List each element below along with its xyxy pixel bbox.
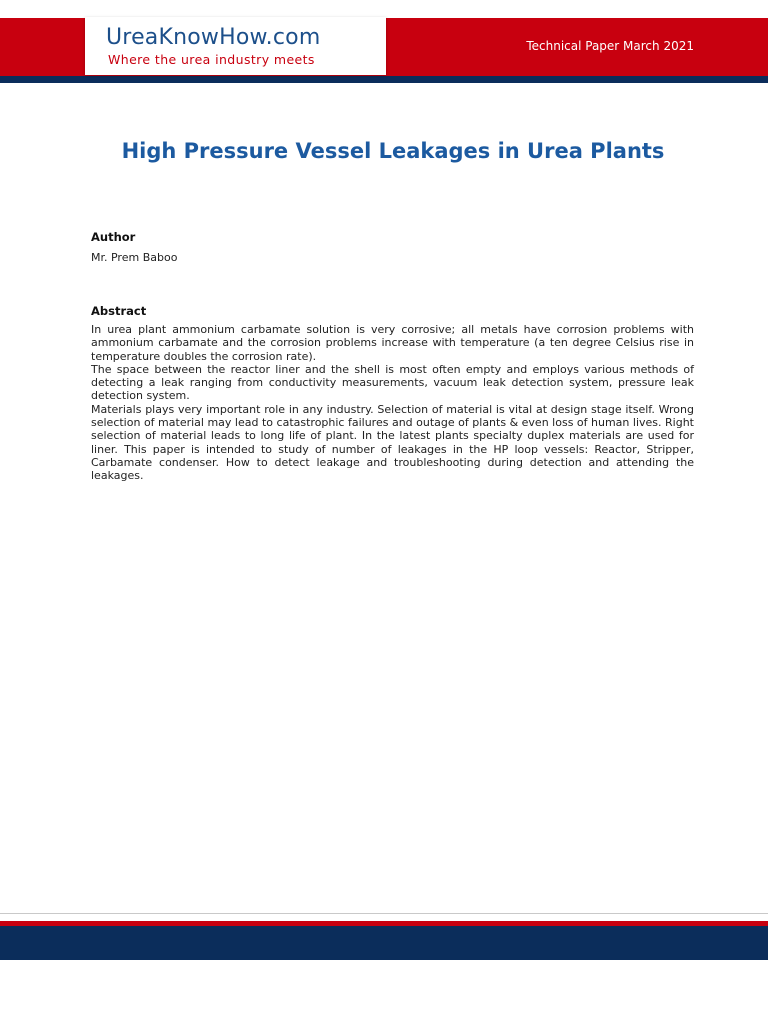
abstract-paragraph: Materials plays very important role in any industry. Selection of material is vital at design stage itself. Wrong selection of material may lead to catastrophic failures and outage of plants & even loss of human lives. Right selection of material leads to long life of plant. In the latest plants specialty duplex materials are used for liner. This paper is intended to study of number of leakages in the HP loop vessels: Reactor, Stripper, Carbamate condenser. How to detect leakage and troubleshooting during detection and attending the leakages.: [91, 402, 694, 483]
abstract-body: [91, 323, 694, 483]
author-name: Mr. Prem Baboo: [91, 251, 178, 264]
logo-tagline: Where the urea industry meets: [108, 52, 315, 67]
footer-divider: [0, 913, 768, 914]
author-heading: Author: [91, 230, 136, 244]
header-navy-stripe: [0, 76, 768, 83]
site-logo[interactable]: [85, 17, 386, 75]
logo-title: UreaKnowHow.com: [106, 25, 321, 50]
paper-date-label: Technical Paper March 2021: [526, 39, 694, 53]
abstract-paragraph: In urea plant ammonium carbamate solution is very corrosive; all metals have corrosion problems with ammonium carbamate and the corrosion problems increase with temperature (a ten degree Celsius rise in temperature doubles the corrosion rate).: [91, 323, 694, 363]
abstract-heading: Abstract: [91, 304, 147, 318]
footer-navy-band: [0, 926, 768, 960]
document-title: High Pressure Vessel Leakages in Urea Plants: [121, 139, 665, 163]
abstract-paragraph: The space between the reactor liner and the shell is most often empty and employs various methods of detecting a leak ranging from conductivity measurements, vacuum leak detection system, pressure leak detection system.: [91, 362, 694, 403]
